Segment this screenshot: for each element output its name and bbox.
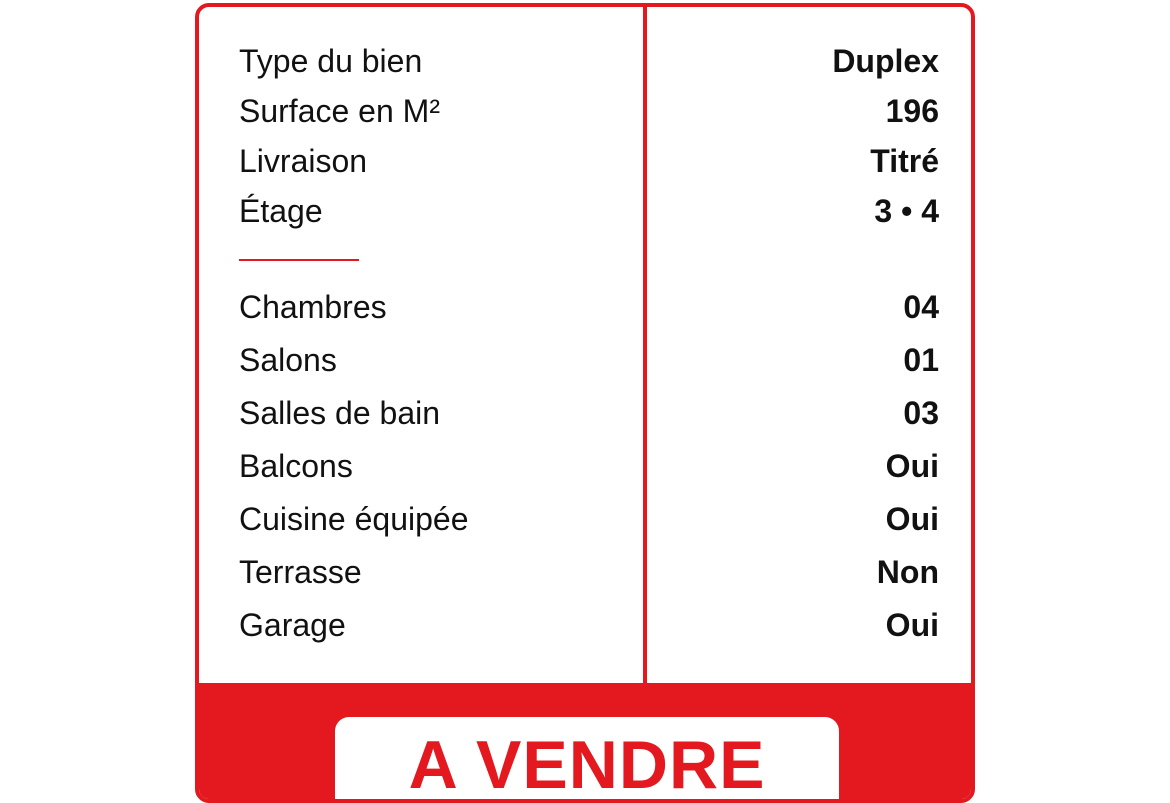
spec-row-garage xyxy=(239,607,939,651)
spec-row-cuisine xyxy=(239,501,939,545)
spec-label: Salons xyxy=(239,342,337,378)
spec-label: Chambres xyxy=(239,289,387,325)
spec-label: Livraison xyxy=(239,143,368,179)
spec-value: 04 xyxy=(903,289,939,325)
spec-row-terrasse xyxy=(239,554,939,598)
spec-row-livraison xyxy=(239,143,939,187)
spec-label: Balcons xyxy=(239,448,353,484)
spec-value: 3 • 4 xyxy=(874,193,939,229)
spec-value: Non xyxy=(876,554,939,590)
spec-label: Type du bien xyxy=(239,43,423,79)
spec-label: Surface en M² xyxy=(239,93,440,129)
spec-row-surface xyxy=(239,93,939,137)
spec-row-etage xyxy=(239,193,939,237)
spec-value: Oui xyxy=(885,448,939,484)
spec-row-type xyxy=(239,43,939,87)
spec-label: Étage xyxy=(239,193,323,229)
spec-value: Oui xyxy=(885,501,939,537)
sale-banner xyxy=(199,683,971,803)
section-separator xyxy=(239,259,359,261)
spec-label: Terrasse xyxy=(239,554,362,590)
spec-label: Garage xyxy=(239,607,346,643)
sale-label-box xyxy=(335,717,839,803)
spec-row-balcons xyxy=(239,448,939,492)
spec-row-salons xyxy=(239,342,939,386)
spec-value: 196 xyxy=(885,93,939,129)
sale-label: A VENDRE xyxy=(408,727,766,803)
spec-value: 03 xyxy=(903,395,939,431)
spec-label: Cuisine équipée xyxy=(239,501,469,537)
spec-value: Duplex xyxy=(832,43,939,79)
spec-value: Oui xyxy=(885,607,939,643)
spec-value: 01 xyxy=(903,342,939,378)
spec-value: Titré xyxy=(870,143,939,179)
spec-label: Salles de bain xyxy=(239,395,441,431)
property-card xyxy=(195,3,975,803)
spec-row-chambres xyxy=(239,289,939,333)
spec-row-salles-de-bain xyxy=(239,395,939,439)
